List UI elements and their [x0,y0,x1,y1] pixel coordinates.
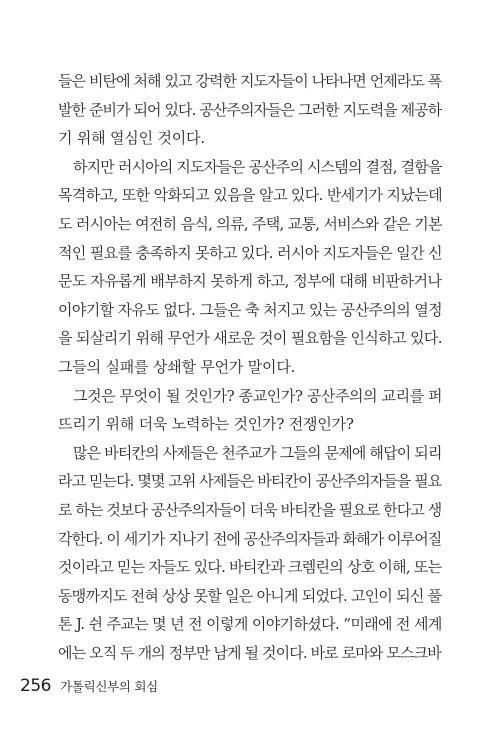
text-line: 이야기할 자유도 없다. 그들은 축 처지고 있는 공산주의의 열정 [58,301,442,319]
text-line: 뜨리기 위해 더욱 노력하는 것인가? 전쟁인가? [58,415,354,433]
text-line: 문도 자유롭게 배부하지 못하게 하고, 정부에 대해 비판하거나 [58,272,442,290]
text-line: 각한다. 이 세기가 지나기 전에 공산주의자들과 화해가 이루어질 [58,530,442,548]
text-line: 기 위해 열심인 것이다. [58,129,205,147]
text-line: 들은 비탄에 처해 있고 강력한 지도자들이 나타나면 언제라도 폭 [58,72,442,90]
text-line: 목격하고, 또한 악화되고 있음을 알고 있다. 반세기가 지났는데 [58,186,442,204]
text-line: 것이라고 믿는 자들도 있다. 바티칸과 크렘린의 상호 이해, 또는 [58,558,442,576]
text-line: 많은 바티칸의 사제들은 천주교가 그들의 문제에 해답이 되리 [73,444,442,462]
text-line: 도 러시아는 여전히 음식, 의류, 주택, 교통, 서비스와 같은 기본 [58,215,442,233]
text-line: 라고 믿는다. 몇몇 고위 사제들은 바티칸이 공산주의자들을 필요 [58,472,442,490]
text-line: 에는 오직 두 개의 정부만 남게 될 것이다. 바로 로마와 모스크바 [58,644,441,662]
text-line: 로 하는 것보다 공산주의자들이 더욱 바티칸을 필요로 한다고 생 [58,501,442,519]
text-line: 그들의 실패를 상쇄할 무언가 말이다. [58,358,296,376]
text-line: 하지만 러시아의 지도자들은 공산주의 시스템의 결점, 결함을 [73,158,442,176]
text-line: 을 되살리기 위해 무언가 새로운 것이 필요함을 인식하고 있다. [58,329,442,347]
text-line: 동맹까지도 전혀 상상 못할 일은 아니게 되었다. 고인이 되신 풀 [58,587,442,605]
text-line: 그것은 무엇이 될 것인가? 종교인가? 공산주의의 교리를 퍼 [73,387,442,405]
running-title: 가톨릭신부의 회심 [60,679,158,694]
text-line: 발한 준비가 되어 있다. 공산주의자들은 그러한 지도력을 제공하 [58,101,442,119]
page-number: 256 [20,676,51,696]
text-line: 적인 필요를 충족하지 못하고 있다. 러시아 지도자들은 일간 신 [58,244,442,262]
page-footer [20,676,158,698]
text-line: 톤 J. 쉰 주교는 몇 년 전 이렇게 이야기하셨다. “미래에 전 세계 [58,615,442,633]
